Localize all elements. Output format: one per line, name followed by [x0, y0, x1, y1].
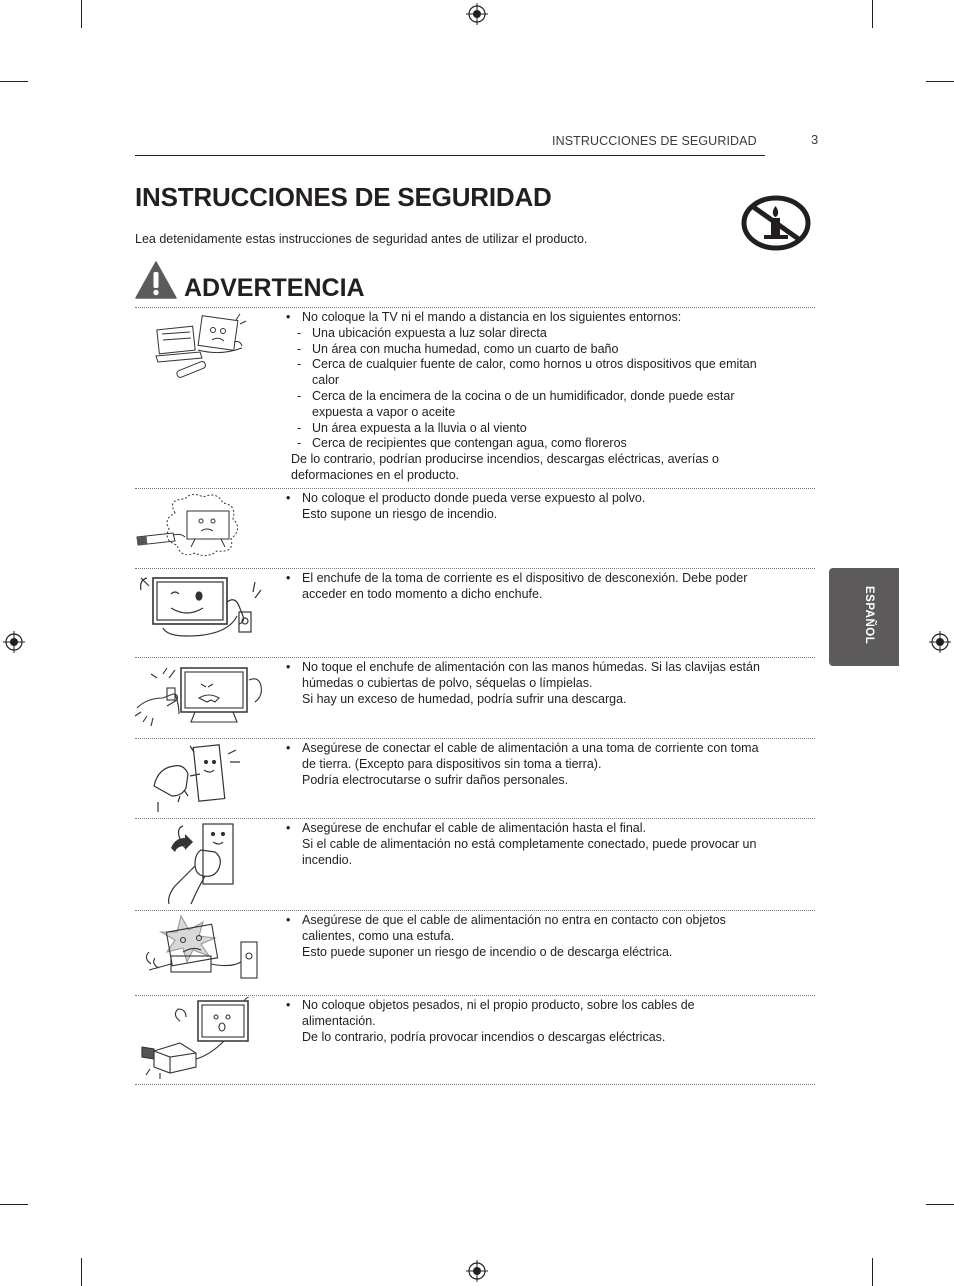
language-tab [829, 568, 899, 666]
item-sub: - Una ubicación expuesta a luz solar directa [286, 326, 806, 342]
item-sub-cont: expuesta a vapor o aceite [312, 404, 456, 419]
page-number: 3 [811, 132, 819, 147]
item-sub: - Un área expuesta a la lluvia o al viento [286, 421, 806, 437]
item-bullet: • El enchufe de la toma de corriente es el dispositivo de desconexión. Debe poder [286, 571, 806, 587]
language-tab-label: ESPAÑOL [863, 586, 875, 645]
item-sub: - Cerca de la encimera de la cocina o de un humidificador, donde puede estar [286, 389, 806, 405]
item-bullet: • Asegúrese de que el cable de alimentación no entra en contacto con objetos [286, 913, 806, 929]
wet-hands-illustration [133, 660, 265, 734]
item-cont: de tierra. (Excepto para dispositivos sin toma a tierra). [302, 756, 602, 771]
grounded-outlet-illustration [150, 740, 250, 814]
item-bullet: • No coloque objetos pesados, ni el propio producto, sobre los cables de [286, 998, 806, 1014]
item-cont: Si hay un exceso de humedad, podría sufrir una descarga. [302, 691, 627, 706]
crop-mark [81, 1258, 82, 1286]
crop-mark [926, 1204, 954, 1205]
crop-mark [872, 0, 873, 28]
item-cont: incendio. [302, 852, 353, 867]
running-header: INSTRUCCIONES DE SEGURIDAD [552, 134, 757, 148]
row-divider [135, 488, 815, 489]
item-cont: Podría electrocutarse o sufrir daños personales. [302, 772, 569, 787]
intro-text: Lea detenidamente estas instrucciones de seguridad antes de utilizar el producto. [135, 232, 588, 246]
warning-item [286, 491, 806, 523]
item-bullet: • No toque el enchufe de alimentación con las manos húmedas. Si las clavijas están [286, 660, 806, 676]
row-divider [135, 995, 815, 996]
crop-mark [0, 1204, 28, 1205]
warning-item [286, 998, 806, 1045]
registration-mark-icon [466, 1260, 488, 1282]
crop-mark [81, 0, 82, 28]
item-sub: - Cerca de cualquier fuente de calor, como hornos u otros dispositivos que emitan [286, 357, 806, 373]
registration-mark-icon [929, 631, 951, 653]
no-candle-icon [740, 194, 812, 252]
row-divider [135, 818, 815, 819]
item-bullet: • Asegúrese de enchufar el cable de alimentación hasta el final. [286, 821, 806, 837]
crop-mark [0, 81, 28, 82]
row-divider [135, 1084, 815, 1085]
item-sub-cont: calor [312, 373, 340, 388]
warning-item [286, 660, 806, 707]
item-sub: - Un área con mucha humedad, como un cuarto de baño [286, 342, 806, 358]
warning-item [286, 571, 806, 603]
tv-environment-illustration [150, 312, 250, 384]
registration-mark-icon [466, 3, 488, 25]
plug-access-illustration [137, 572, 267, 650]
item-cont: Esto supone un riesgo de incendio. [302, 506, 498, 521]
warning-item [286, 310, 806, 484]
warning-item [286, 821, 806, 868]
item-cont: calientes, como una estufa. [302, 928, 455, 943]
item-bullet: • Asegúrese de conectar el cable de alimentación a una toma de corriente con toma [286, 741, 806, 757]
warning-heading: ADVERTENCIA [184, 274, 365, 302]
item-tail: De lo contrario, podrían producirse incendios, descargas eléctricas, averías o [291, 452, 719, 467]
row-divider [135, 657, 815, 658]
header-rule [135, 155, 765, 156]
dust-tv-illustration [135, 493, 260, 563]
hot-object-illustration [143, 912, 269, 992]
registration-mark-icon [3, 631, 25, 653]
warning-triangle-icon [135, 261, 177, 299]
warning-item [286, 741, 806, 788]
item-cont: De lo contrario, podría provocar incendios o descargas eléctricas. [302, 1029, 666, 1044]
item-cont: Si el cable de alimentación no está completamente conectado, puede provocar un [302, 836, 757, 851]
item-cont: húmedas o cubiertas de polvo, séquelas o límpielas. [302, 675, 593, 690]
crop-mark [872, 1258, 873, 1286]
item-tail: deformaciones en el producto. [291, 467, 460, 482]
plug-fully-illustration [165, 820, 250, 906]
item-cont: alimentación. [302, 1013, 376, 1028]
item-bullet: • No coloque la TV ni el mando a distancia en los siguientes entornos: [286, 310, 806, 326]
row-divider [135, 568, 815, 569]
row-divider [135, 307, 815, 308]
warning-item [286, 913, 806, 960]
item-cont: acceder en todo momento a dicho enchufe. [302, 586, 543, 601]
item-bullet: • No coloque el producto donde pueda verse expuesto al polvo. [286, 491, 806, 507]
row-divider [135, 910, 815, 911]
page-title: INSTRUCCIONES DE SEGURIDAD [135, 182, 552, 212]
row-divider [135, 738, 815, 739]
heavy-object-illustration [140, 997, 264, 1079]
crop-mark [926, 81, 954, 82]
item-cont: Esto puede suponer un riesgo de incendio o de descarga eléctrica. [302, 944, 673, 959]
item-sub: - Cerca de recipientes que contengan agua, como floreros [286, 436, 806, 452]
